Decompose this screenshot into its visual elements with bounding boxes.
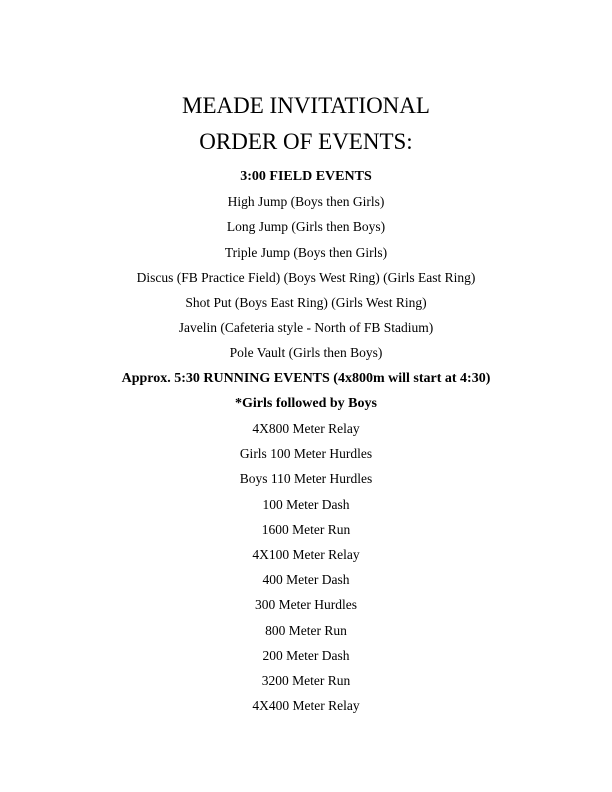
doc-title-line-1: MEADE INVITATIONAL — [182, 93, 430, 118]
event-line-400-dash: 400 Meter Dash — [262, 572, 350, 588]
event-line-300-hurdles: 300 Meter Hurdles — [255, 597, 357, 613]
event-line-girls-100-hurdles: Girls 100 Meter Hurdles — [239, 446, 373, 462]
event-line-long-jump: Long Jump (Girls then Boys) — [226, 219, 386, 235]
event-line-200-dash: 200 Meter Dash — [262, 647, 350, 663]
event-line-1600-run: 1600 Meter Run — [261, 521, 351, 537]
event-line-javelin: Javelin (Cafeteria style - North of FB Stadium) — [178, 320, 434, 336]
event-line-boys-110-hurdles: Boys 110 Meter Hurdles — [239, 471, 373, 487]
event-line-800-run: 800 Meter Run — [265, 622, 347, 638]
event-line-4x800-relay: 4X800 Meter Relay — [252, 421, 360, 437]
event-line-3200-run: 3200 Meter Run — [261, 673, 351, 689]
event-line-shot-put: Shot Put (Boys East Ring) (Girls West Ring) — [185, 295, 427, 311]
event-line-triple-jump: Triple Jump (Boys then Girls) — [224, 244, 388, 260]
event-line-100-dash: 100 Meter Dash — [262, 496, 350, 512]
event-list — [0, 164, 612, 718]
event-line-discus: Discus (FB Practice Field) (Boys West Ring) (Girls East Ring) — [136, 269, 476, 285]
event-line-pole-vault: Pole Vault (Girls then Boys) — [229, 345, 383, 361]
doc-title-line-2: ORDER OF EVENTS: — [199, 129, 413, 154]
field-events-header: 3:00 FIELD EVENTS — [240, 169, 372, 184]
event-line-4x400-relay: 4X400 Meter Relay — [252, 698, 360, 714]
running-events-header: Approx. 5:30 RUNNING EVENTS (4x800m will start at 4:30) — [121, 370, 491, 386]
event-line-4x100-relay: 4X100 Meter Relay — [252, 547, 360, 563]
event-line-high-jump: High Jump (Boys then Girls) — [227, 194, 385, 210]
running-events-subheader: *Girls followed by Boys — [235, 395, 377, 411]
